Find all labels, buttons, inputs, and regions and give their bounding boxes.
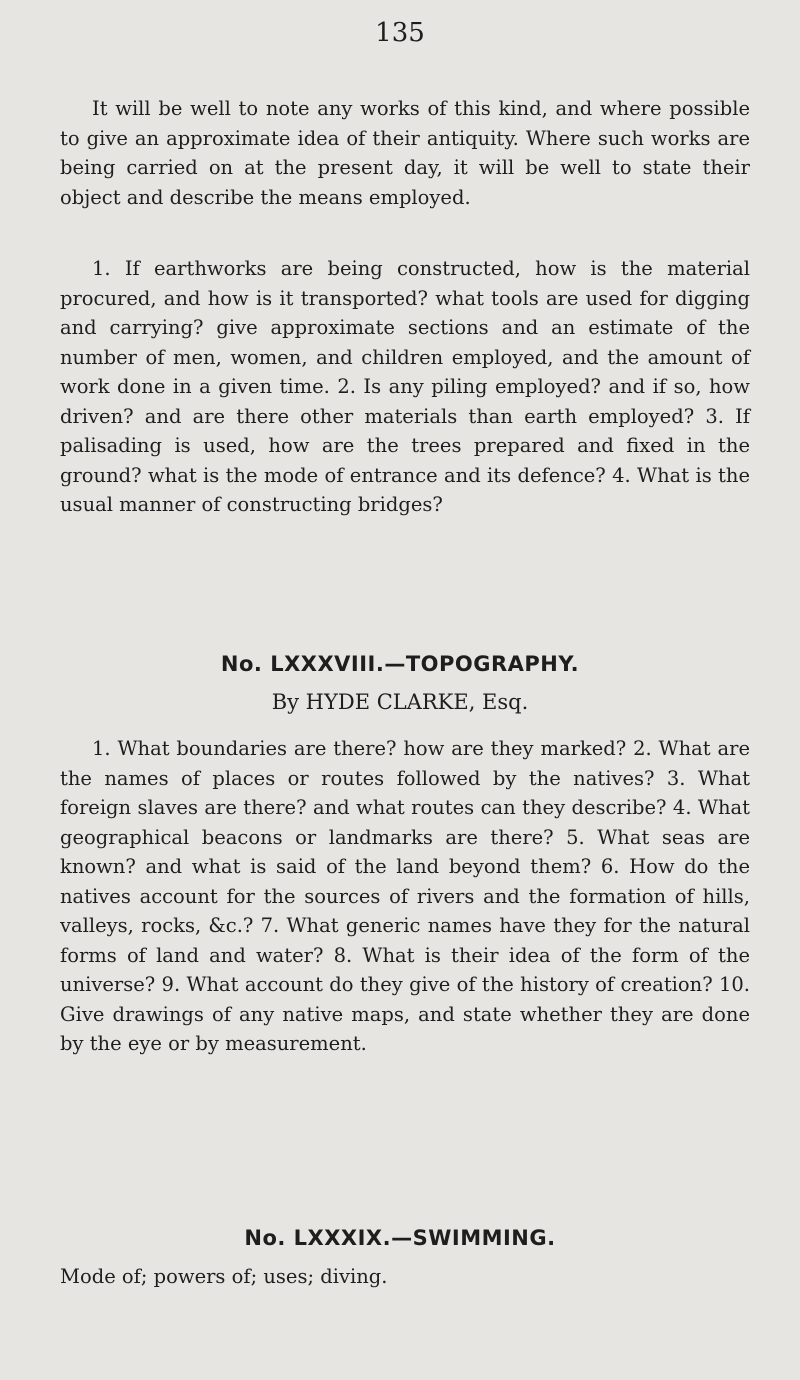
page-number: 135 [375,18,425,48]
intro-paragraph: It will be well to note any works of this kind, and where possible to give an approximate idea of their antiquity. Where such works are being carried on at the present day, it will be well to state their object and describe the means employed. [60,97,750,209]
earthworks-paragraph: 1. If earthworks are being constructed, how is the material procured, and how is it transported? what tools are used for digging and carrying? give approximate sections and an estimate of the number of men, women, and children employed, and the amount of work done in a given time. 2. Is any piling employed? and if so, how driven? and are there other materials than earth employed? 3. If palisading is used, how are the trees prepared and fixed in the ground? what is the mode of entrance and its defence? 4. What is the usual manner of constructing bridges? [60,257,750,516]
section-heading-swimming: No. LXXXIX.—SWIMMING. [244,1226,556,1250]
swimming-paragraph: Mode of; powers of; uses; diving. [60,1265,388,1288]
section-heading-topography: No. LXXXVIII.—TOPOGRAPHY. [220,652,580,676]
author-byline: By HYDE CLARKE, Esq. [271,690,529,714]
topography-paragraph: 1. What boundaries are there? how are they marked? 2. What are the names of places or routes followed by the natives? 3. What foreign slaves are there? and what routes can they describe? 4. What geographical beacons or landmarks are there? 5. What seas are known? and what is said of the land beyond them? 6. How do the natives account for the sources of rivers and the formation of hills, valleys, rocks, &c.? 7. What generic names have they for the natural forms of land and water? 8. What is their idea of the form of the universe? 9. What account do they give of the history of creation? 10. Give drawings of any native maps, and state whether they are done by the eye or by measurement. [60,737,750,1055]
